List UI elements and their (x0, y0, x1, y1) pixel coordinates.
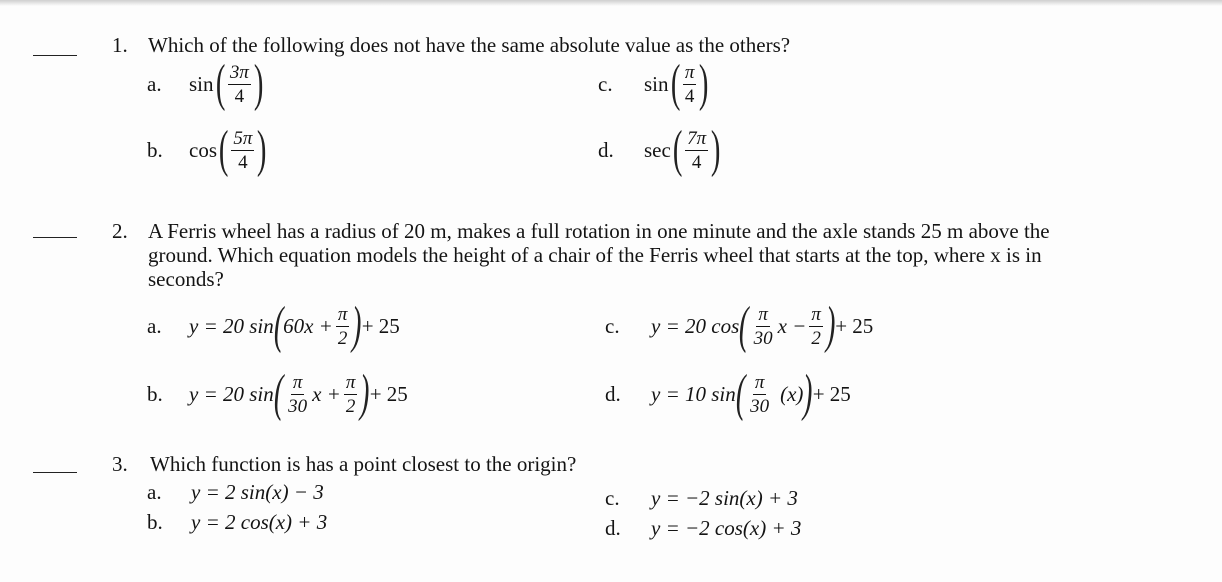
question-number: 3. (112, 452, 128, 476)
numerator: 5π (233, 127, 253, 149)
denominator: 2 (345, 395, 356, 417)
expression-term: (x) (780, 381, 804, 406)
left-paren: ( (735, 365, 746, 422)
function-name: sec (644, 137, 671, 162)
choice-letter: a. (147, 480, 162, 504)
equation-lhs: y = 20 cos (651, 313, 740, 338)
choice-q3-a[interactable] (147, 480, 324, 505)
numerator: 7π (687, 127, 707, 149)
page-top-edge (0, 0, 1222, 6)
numerator: 3π (229, 61, 249, 83)
numerator: π (292, 371, 303, 393)
choice-q2-c[interactable] (605, 297, 874, 354)
right-paren: ) (257, 121, 267, 178)
right-paren: ) (803, 365, 813, 422)
left-paren: ( (215, 55, 225, 112)
choice-q1-d[interactable] (598, 121, 721, 178)
equation-lhs: y = 10 sin (651, 381, 736, 406)
choice-letter: c. (598, 71, 613, 96)
fraction (809, 305, 823, 348)
fraction (748, 373, 771, 416)
math-expression (651, 297, 874, 354)
choice-q3-b[interactable] (147, 510, 327, 535)
choice-letter: b. (147, 381, 163, 406)
right-paren: ) (711, 121, 721, 178)
fraction (286, 373, 309, 416)
fraction (231, 129, 254, 172)
numerator: π (811, 303, 821, 325)
question-text-line-1: A Ferris wheel has a radius of 20 m, makes a full rotation in one minute and the axle stands 25 m above the (148, 219, 1050, 243)
choice-letter: a. (147, 313, 162, 338)
expression-term: 60x + (283, 313, 333, 338)
choice-q3-c[interactable] (605, 486, 798, 511)
expression-term: x − (777, 313, 807, 338)
numerator: π (754, 371, 765, 393)
choice-q2-a[interactable] (147, 297, 400, 354)
answer-blank-q3[interactable] (33, 472, 77, 473)
equation-lhs: y = 20 sin (189, 313, 274, 338)
left-paren: ( (273, 297, 284, 354)
constant-term: + 25 (812, 381, 851, 406)
numerator: π (758, 303, 768, 325)
math-expression (189, 55, 264, 112)
answer-blank-q1[interactable] (33, 55, 77, 56)
answer-blank-q2[interactable] (33, 237, 77, 238)
right-paren: ) (699, 55, 709, 112)
numerator: π (345, 371, 356, 393)
left-paren: ( (218, 121, 229, 178)
denominator: 30 (753, 327, 773, 349)
math-expression (189, 121, 267, 178)
fraction (336, 305, 350, 348)
expression-term: x + (312, 381, 341, 406)
right-paren: ) (360, 365, 370, 422)
denominator: 30 (750, 395, 770, 417)
denominator: 30 (288, 395, 308, 417)
fraction (228, 63, 251, 106)
math-expression: y = 2 sin(x) − 3 (191, 480, 324, 504)
choice-letter: c. (605, 313, 620, 338)
numerator: π (684, 61, 695, 83)
function-name: cos (189, 137, 217, 162)
math-expression (189, 297, 400, 354)
math-expression (189, 365, 408, 422)
question-number: 2. (112, 219, 128, 243)
denominator: 4 (684, 85, 695, 107)
right-paren: ) (253, 55, 264, 112)
denominator: 4 (238, 151, 248, 173)
question-number: 1. (112, 33, 128, 57)
left-paren: ( (739, 297, 749, 354)
denominator: 2 (811, 327, 821, 349)
question-text-line-3: seconds? (148, 267, 224, 291)
constant-term: + 25 (835, 313, 874, 338)
choice-q1-c[interactable] (598, 55, 709, 112)
math-expression (644, 121, 721, 178)
choice-letter: c. (605, 486, 620, 510)
right-paren: ) (825, 297, 836, 354)
choice-q3-d[interactable] (605, 516, 801, 541)
fraction (344, 373, 358, 416)
right-paren: ) (352, 297, 362, 354)
math-expression (644, 55, 709, 112)
choice-letter: d. (605, 516, 621, 540)
left-paren: ( (273, 365, 284, 422)
question-text-line-2: ground. Which equation models the height of a chair of the Ferris wheel that starts at the top, where x is in (148, 243, 1042, 267)
constant-term: + 25 (369, 381, 408, 406)
left-paren: ( (670, 55, 680, 112)
question-text: Which of the following does not have the same absolute value as the others? (148, 33, 791, 57)
math-expression: y = −2 cos(x) + 3 (651, 516, 802, 540)
equation-lhs: y = 20 sin (189, 381, 274, 406)
fraction (683, 63, 697, 106)
denominator: 2 (337, 327, 348, 349)
choice-letter: d. (605, 381, 621, 406)
choice-q1-a[interactable] (147, 55, 264, 112)
denominator: 4 (234, 85, 245, 107)
numerator: π (337, 303, 348, 325)
choice-letter: d. (598, 137, 614, 162)
choice-letter: a. (147, 71, 162, 96)
constant-term: + 25 (361, 313, 400, 338)
left-paren: ( (672, 121, 683, 178)
math-expression: y = 2 cos(x) + 3 (191, 510, 328, 534)
fraction (752, 305, 775, 348)
choice-q2-b[interactable] (147, 365, 408, 422)
choice-q2-d[interactable] (605, 365, 851, 422)
denominator: 4 (691, 151, 702, 173)
choice-letter: b. (147, 137, 163, 162)
fraction (685, 129, 708, 172)
choice-letter: b. (147, 510, 163, 534)
function-name: sin (644, 71, 669, 96)
question-text: Which function is has a point closest to the origin? (150, 452, 577, 476)
function-name: sin (189, 71, 214, 96)
choice-q1-b[interactable] (147, 121, 267, 178)
math-expression (651, 365, 851, 422)
math-expression: y = −2 sin(x) + 3 (651, 486, 798, 510)
